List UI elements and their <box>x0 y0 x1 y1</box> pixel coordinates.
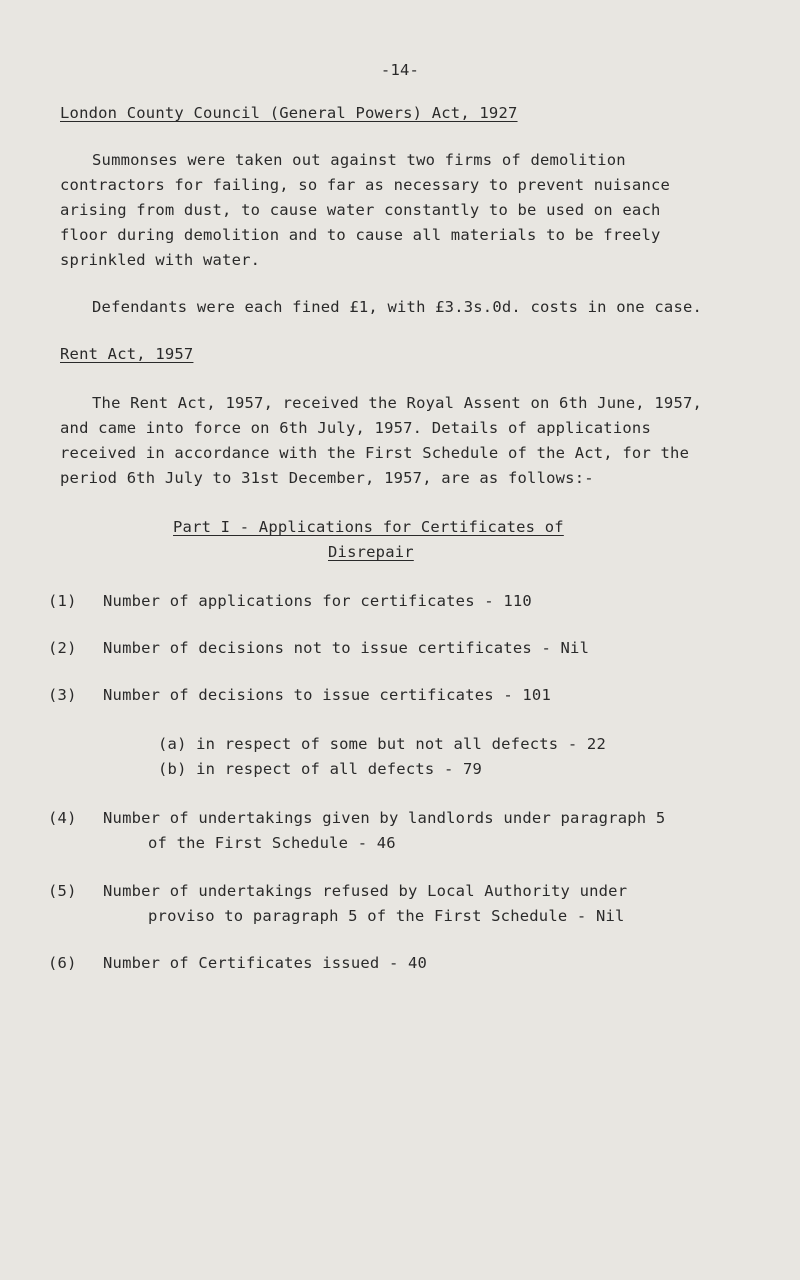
paragraph-line: arising from dust, to cause water constantly to be used on each <box>60 201 661 219</box>
paragraph-line: period 6th July to 31st December, 1957, are as follows:- <box>60 469 594 487</box>
item-text: Number of Certificates issued - 40 <box>103 954 428 972</box>
paragraph-line: received in accordance with the First Schedule of the Act, for the <box>60 444 690 462</box>
section-heading-rent-act: Rent Act, 1957 <box>60 345 194 363</box>
item-text: Number of undertakings given by landlords under paragraph 5 <box>103 809 666 827</box>
item-number: (5) <box>48 882 77 900</box>
item-text: Number of decisions not to issue certificates - Nil <box>103 639 590 657</box>
sub-item-b: (b) in respect of all defects - 79 <box>158 760 483 778</box>
paragraph-line: and came into force on 6th July, 1957. Details of applications <box>60 419 651 437</box>
paragraph-line: The Rent Act, 1957, received the Royal Assent on 6th June, 1957, <box>92 394 703 412</box>
paragraph-line: sprinkled with water. <box>60 251 261 269</box>
part-title: Part I - Applications for Certificates of <box>173 518 564 536</box>
item-text: Number of applications for certificates - 110 <box>103 592 532 610</box>
item-number: (6) <box>48 954 77 972</box>
page-number: -14- <box>380 61 420 79</box>
paragraph-line: floor during demolition and to cause all materials to be freely <box>60 226 661 244</box>
sub-item-a: (a) in respect of some but not all defects - 22 <box>158 735 606 753</box>
item-text: Number of decisions to issue certificates - 101 <box>103 686 551 704</box>
part-title-continued: Disrepair <box>328 543 414 561</box>
paragraph-line: Summonses were taken out against two firms of demolition <box>92 151 626 169</box>
item-text-continued: of the First Schedule - 46 <box>148 834 396 852</box>
item-number: (2) <box>48 639 77 657</box>
item-text: Number of undertakings refused by Local Authority under <box>103 882 628 900</box>
item-number: (1) <box>48 592 77 610</box>
paragraph-line: contractors for failing, so far as necessary to prevent nuisance <box>60 176 671 194</box>
item-number: (3) <box>48 686 77 704</box>
fines-paragraph: Defendants were each fined £1, with £3.3s.0d. costs in one case. <box>92 298 703 316</box>
section-heading-lcc-act: London County Council (General Powers) Act, 1927 <box>60 104 518 122</box>
item-text-continued: proviso to paragraph 5 of the First Schedule - Nil <box>148 907 625 925</box>
item-number: (4) <box>48 809 77 827</box>
